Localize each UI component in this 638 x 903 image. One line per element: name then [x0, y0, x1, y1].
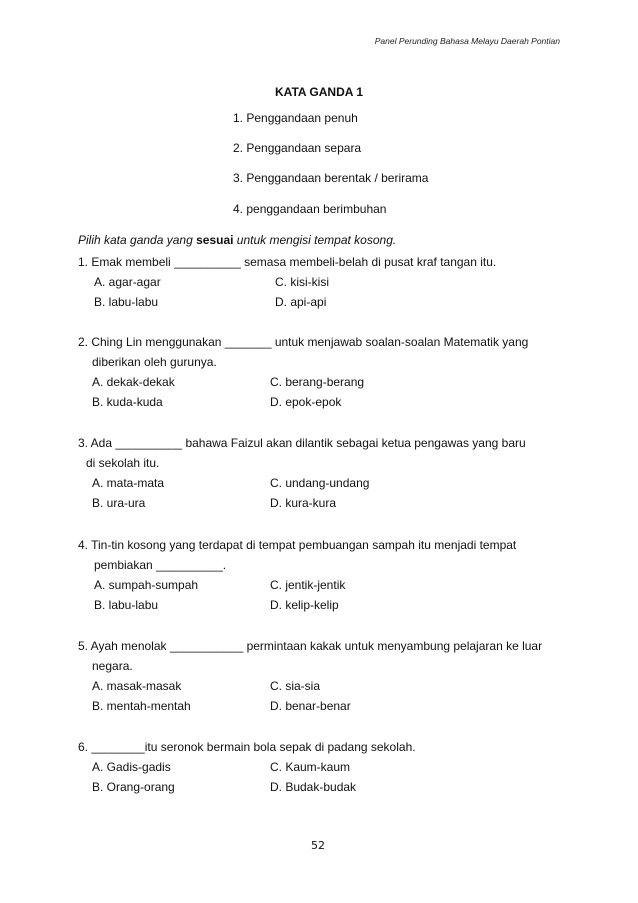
instruction-after: untuk mengisi tempat kosong.	[233, 233, 397, 247]
type-item-4: 4. penggandaan berimbuhan	[233, 202, 387, 216]
type-item-2: 2. Penggandaan separa	[233, 141, 362, 155]
question-1-line-1: 1. Emak membeli __________ semasa membeli-belah di pusat kraf tangan itu.	[78, 255, 497, 269]
question-5-option-d: D. benar-benar	[270, 699, 351, 713]
question-1-option-d: D. api-api	[275, 295, 327, 309]
question-6-option-b: B. Orang-orang	[92, 780, 175, 794]
question-5-option-b: B. mentah-mentah	[92, 699, 191, 713]
question-3-option-c: C. undang-undang	[270, 476, 370, 490]
question-3-line-1: 3. Ada __________ bahawa Faizul akan dilantik sebagai ketua pengawas yang baru	[78, 436, 526, 450]
question-6-option-c: C. Kaum-kaum	[270, 760, 351, 774]
instruction-before: Pilih kata ganda yang	[78, 233, 197, 247]
type-item-1: 1. Penggandaan penuh	[233, 111, 358, 125]
question-5-line-1: 5. Ayah menolak ___________ permintaan kakak untuk menyambung pelajaran ke luar	[78, 639, 543, 653]
question-4-option-c: C. jentik-jentik	[270, 578, 346, 592]
question-2-option-d: D. epok-epok	[270, 395, 342, 409]
question-1-option-a: A. agar-agar	[94, 275, 161, 289]
question-6-line-1: 6. ________itu seronok bermain bola sepak di padang sekolah.	[78, 740, 416, 754]
question-3-line-2: di sekolah itu.	[86, 456, 160, 470]
instruction-bold: sesuai	[196, 233, 234, 247]
question-2-line-1: 2. Ching Lin menggunakan _______ untuk menjawab soalan-soalan Matematik yang	[78, 335, 529, 349]
type-item-3: 3. Penggandaan berentak / berirama	[233, 171, 429, 185]
question-5-option-c: C. sia-sia	[270, 679, 321, 693]
question-3-option-b: B. ura-ura	[92, 496, 146, 510]
question-3-option-a: A. mata-mata	[92, 476, 165, 490]
question-6-option-a: A. Gadis-gadis	[92, 760, 171, 774]
instruction	[78, 234, 396, 246]
question-6-option-d: D. Budak-budak	[270, 780, 357, 794]
question-1-option-b: B. labu-labu	[94, 295, 159, 309]
question-4-option-b: B. labu-labu	[94, 598, 159, 612]
question-4-option-a: A. sumpah-sumpah	[94, 578, 199, 592]
question-3-option-d: D. kura-kura	[270, 496, 337, 510]
question-2-option-a: A. dekak-dekak	[92, 375, 175, 389]
question-4-option-d: D. kelip-kelip	[270, 598, 339, 612]
worksheet-title: KATA GANDA 1	[275, 85, 363, 99]
question-2-option-b: B. kuda-kuda	[92, 395, 163, 409]
page-header: Panel Perunding Bahasa Melayu Daerah Pontian	[374, 36, 560, 46]
question-2-option-c: C. berang-berang	[270, 375, 365, 389]
question-1-option-c: C. kisi-kisi	[275, 275, 329, 289]
question-2-line-2: diberikan oleh gurunya.	[92, 355, 217, 369]
question-5-option-a: A. masak-masak	[92, 679, 182, 693]
page-number: 52	[311, 839, 325, 852]
question-5-line-2: negara.	[92, 659, 133, 673]
question-4-line-2: pembiakan __________.	[94, 558, 227, 572]
question-4-line-1: 4. Tin-tin kosong yang terdapat di tempat pembuangan sampah itu menjadi tempat	[78, 538, 517, 552]
